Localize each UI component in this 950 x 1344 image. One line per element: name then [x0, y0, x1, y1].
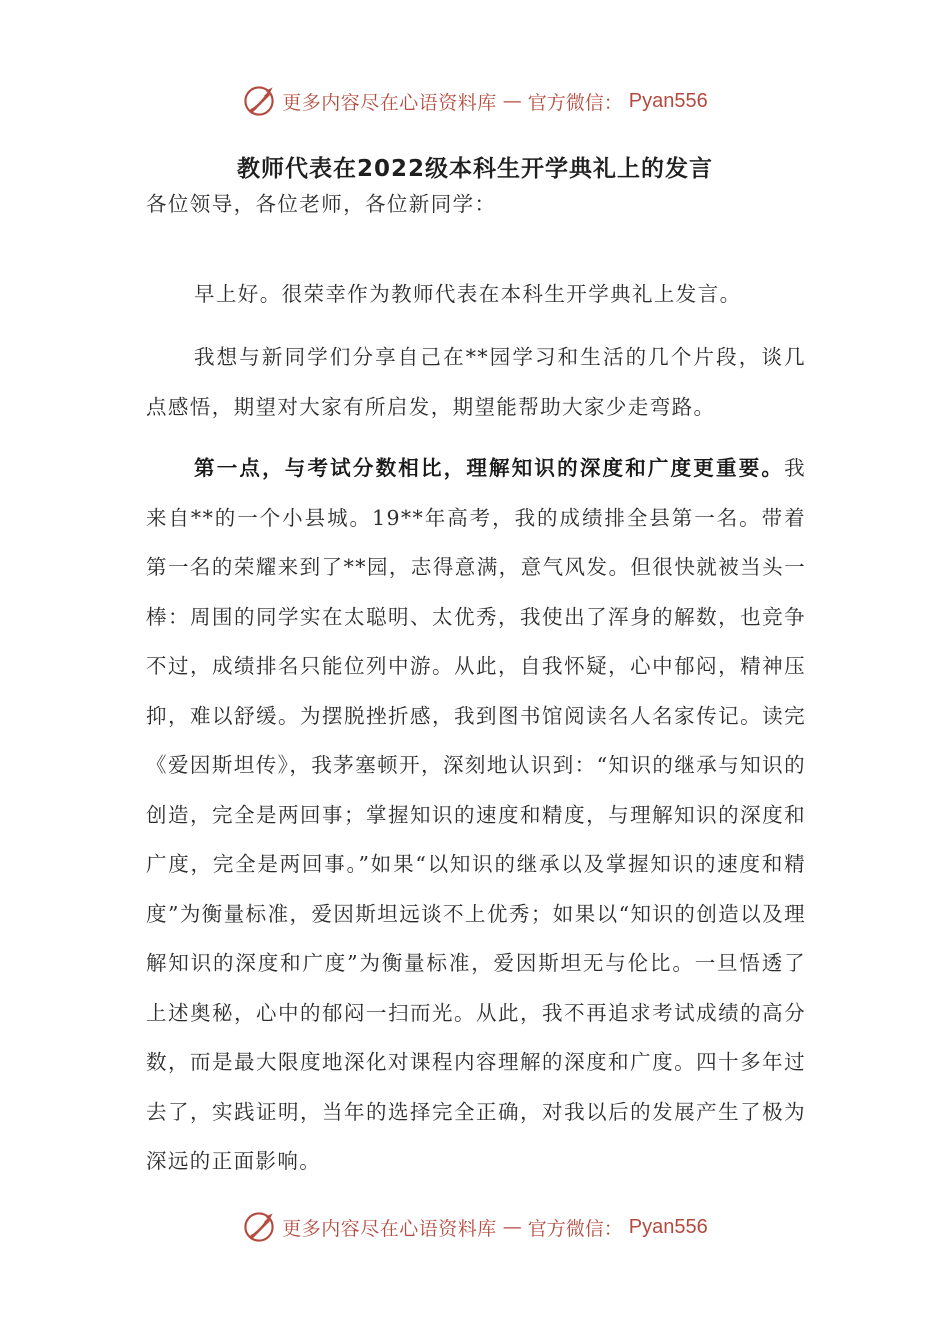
salutation-paragraph: 各位领导，各位老师，各位新同学：	[146, 192, 497, 216]
banner-text: 更多内容尽在心语资料库	[282, 91, 497, 114]
banner-content	[242, 1210, 708, 1244]
banner-label: 官方微信：	[527, 91, 623, 114]
quill-logo-icon	[242, 84, 276, 118]
footer-watermark-banner	[0, 1210, 950, 1244]
point-one-body: 我来自**的一个小县城。19**年高考，我的成绩排全县第一名。带着第一名的荣耀来到了**园，志得意满，意气风发。但很快就被当头一棒：周围的同学实在太聪明、太优秀，我使出了浑身的解数，也竞争不过，成绩排名只能位列中游。从此，自我怀疑，心中郁闷，精神压抑，难以舒缓。为摆脱挫折感，我到图书馆阅读名人名家传记。读完《爱因斯坦传》，我茅塞顿开，深刻地认识到：“知识的继承与知识的创造，完全是两回事；掌握知识的速度和精度，与理解知识的深度和广度，完全是两回事。”如果“以知识的继承以及掌握知识的速度和精度”为衡量标准，爱因斯坦远谈不上优秀；如果以“知识的创造以及理解知识的深度和广度”为衡量标准，爱因斯坦无与伦比。一旦悟透了上述奥秘，心中的郁闷一扫而光。从此，我不再追求考试成绩的高分数，而是最大限度地深化对课程内容理解的深度和广度。四十多年过去了，实践证明，当年的选择完全正确，对我以后的发展产生了极为深远的正面影响。	[146, 456, 806, 1173]
banner-label: 官方微信：	[527, 1217, 623, 1240]
intro-paragraph: 我想与新同学们分享自己在**园学习和生活的几个片段，谈几点感悟，期望对大家有所启发，期望能帮助大家少走弯路。	[146, 345, 806, 419]
banner-wechat-id: Pyan556	[628, 1215, 708, 1238]
banner-text: 更多内容尽在心语资料库	[282, 1217, 497, 1240]
header-watermark-banner	[0, 84, 950, 118]
point-one-paragraph	[146, 444, 806, 1187]
point-one-lead: 第一点，与考试分数相比，理解知识的深度和广度更重要。	[194, 456, 785, 480]
banner-separator: —	[502, 1216, 522, 1238]
banner-content	[242, 84, 708, 118]
banner-wechat-id: Pyan556	[628, 89, 708, 112]
banner-separator: —	[502, 90, 522, 112]
greeting-paragraph: 早上好。很荣幸作为教师代表在本科生开学典礼上发言。	[194, 282, 742, 306]
document-title: 教师代表在2022级本科生开学典礼上的发言	[236, 156, 713, 182]
quill-logo-icon	[242, 1210, 276, 1244]
